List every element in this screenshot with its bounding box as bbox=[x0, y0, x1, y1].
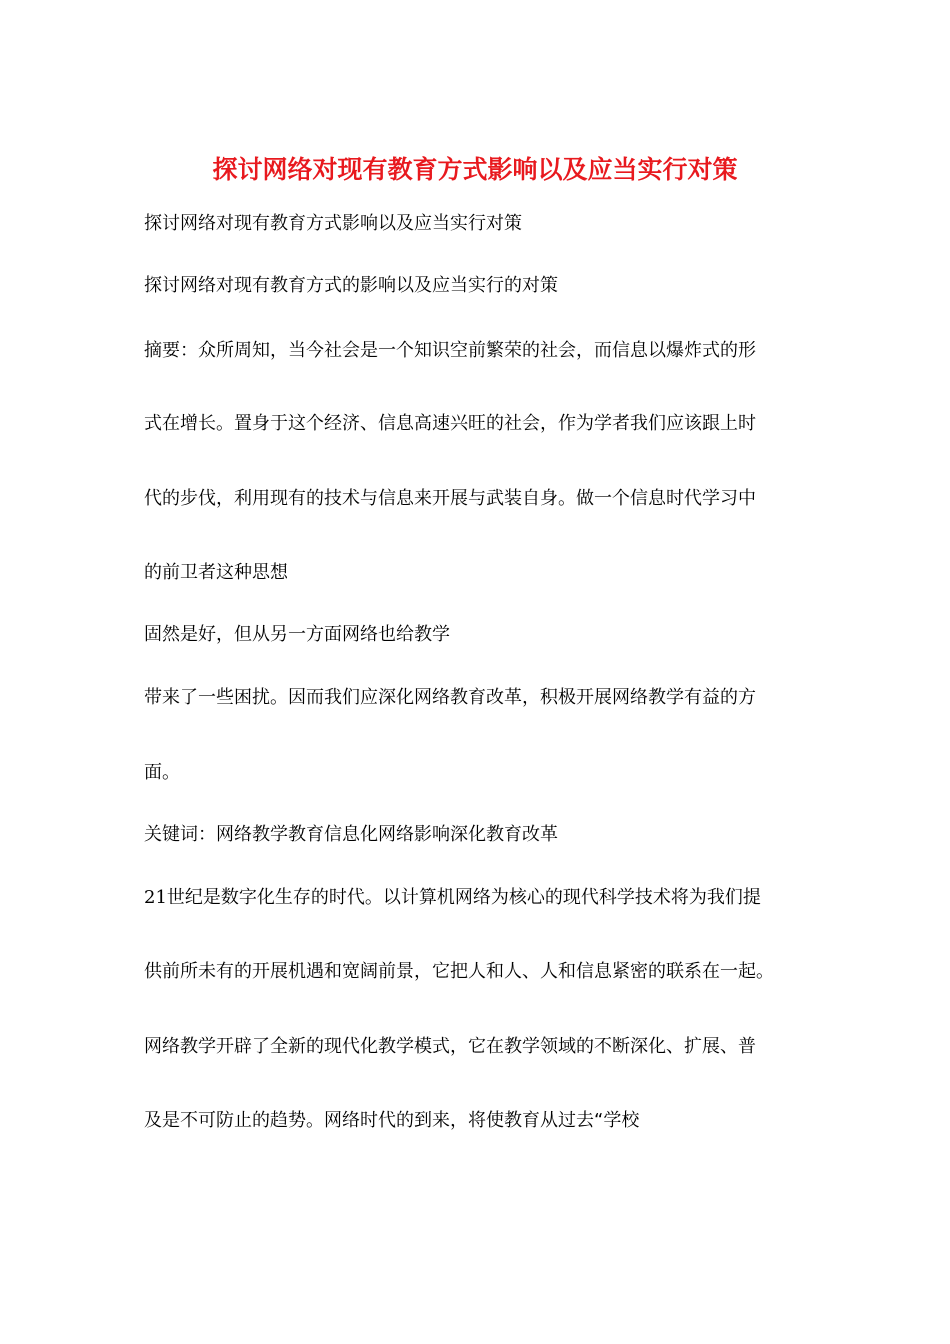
body-line: 网络教学开辟了全新的现代化教学模式，它在教学领域的不断深化、扩展、普 bbox=[144, 1036, 756, 1057]
abstract-line: 的前卫者这种思想 bbox=[144, 562, 288, 583]
century-number: 21 bbox=[144, 887, 167, 908]
subtitle-line: 探讨网络对现有教育方式影响以及应当实行对策 bbox=[144, 213, 522, 234]
keywords-line: 关键词：网络教学教育信息化网络影响深化教育改革 bbox=[144, 824, 558, 845]
body-line: 供前所未有的开展机遇和宽阔前景，它把人和人、人和信息紧密的联系在一起。 bbox=[144, 961, 774, 982]
abstract-line: 摘要：众所周知，当今社会是一个知识空前繁荣的社会，而信息以爆炸式的形 bbox=[144, 340, 756, 361]
abstract-line: 固然是好，但从另一方面网络也给教学 bbox=[144, 624, 450, 645]
document-title: 探讨网络对现有教育方式影响以及应当实行对策 bbox=[212, 155, 738, 184]
abstract-line: 式在增长。置身于这个经济、信息高速兴旺的社会，作为学者我们应该跟上时 bbox=[144, 413, 756, 434]
abstract-line: 面。 bbox=[144, 762, 180, 783]
body-line: 及是不可防止的趋势。网络时代的到来，将使教育从过去“学校 bbox=[144, 1110, 640, 1131]
body-line bbox=[144, 885, 761, 911]
abstract-line: 带来了一些困扰。因而我们应深化网络教育改革，积极开展网络教学有益的方 bbox=[144, 687, 756, 708]
body-line-text: 世纪是数字化生存的时代。以计算机网络为核心的现代科学技术将为我们提 bbox=[166, 887, 761, 908]
subtitle-full-line: 探讨网络对现有教育方式的影响以及应当实行的对策 bbox=[144, 275, 558, 296]
abstract-line: 代的步伐，利用现有的技术与信息来开展与武装自身。做一个信息时代学习中 bbox=[144, 488, 756, 509]
